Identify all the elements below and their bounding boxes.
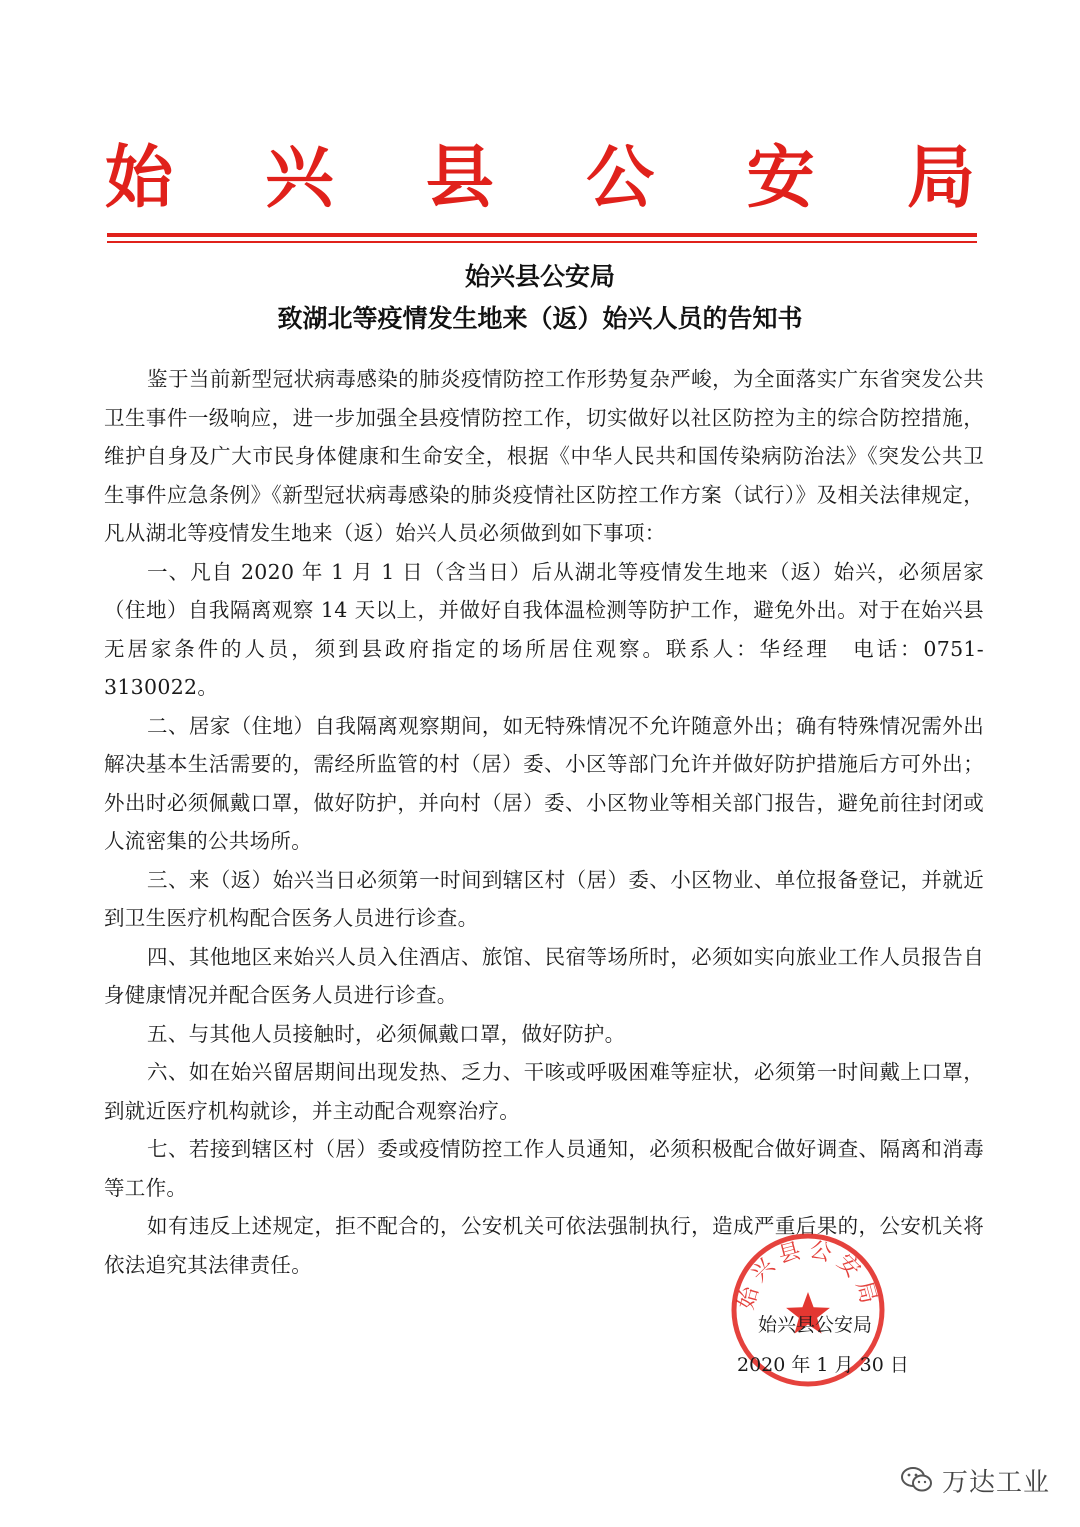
paragraph-item-2: 二、居家（住地）自我隔离观察期间，如无特殊情况不允许随意外出；确有特殊情况需外出解决基本生活需要的，需经所监管的村（居）委、小区等部门允许并做好防护措施后方可外出；外出时必须佩戴口罩，做好防护，并向村（居）委、小区物业等相关部门报告，避免前往封闭或人流密集的公共场所。: [104, 713, 984, 853]
red-rule-thick: [107, 233, 977, 237]
red-rule-thin: [107, 241, 977, 243]
paragraph-item-5: 五、与其他人员接触时，必须佩戴口罩，做好防护。: [147, 1021, 626, 1046]
masthead-char: 局: [906, 138, 975, 218]
signature-date: 2020 年 1 月 30 日: [737, 1354, 909, 1376]
paragraph-item-7: 七、若接到辖区村（居）委或疫情防控工作人员通知，必须积极配合做好调查、隔离和消毒等工作。: [104, 1137, 984, 1200]
paragraph-item-1: 一、凡自 2020 年 1 月 1 日（含当日）后从湖北等疫情发生地来（返）始兴，必须居家（住地）自我隔离观察 14 天以上，并做好自我体温检测等防护工作，避免外出。对于在始兴县无居家条件的人员，须到县政府指定的场所居住观察。联系人：华经理 电话：0751-3130022。: [104, 559, 984, 699]
title-line-1: 始兴县公安局: [464, 262, 615, 291]
watermark: [900, 1460, 1050, 1500]
watermark-text: 万达工业: [942, 1467, 1051, 1498]
paragraph-item-3: 三、来（返）始兴当日必须第一时间到辖区村（居）委、小区物业、单位报备登记，并就近到卫生医疗机构配合医务人员进行诊查。: [104, 867, 984, 930]
paragraph-item-4: 四、其他地区来始兴人员入住酒店、旅馆、民宿等场所时，必须如实向旅业工作人员报告自身健康情况并配合医务人员进行诊查。: [104, 944, 984, 1007]
masthead-char: 兴: [265, 138, 334, 218]
notice-body: [104, 360, 984, 1284]
wechat-icon: [900, 1465, 934, 1495]
title-line-2: 致湖北等疫情发生地来（返）始兴人员的告知书: [277, 304, 803, 333]
paragraph-item-6: 六、如在始兴留居期间出现发热、乏力、干咳或呼吸困难等症状，必须第一时间戴上口罩，到就近医疗机构就诊，并主动配合观察治疗。: [104, 1060, 984, 1123]
masthead-char: 始: [105, 138, 174, 218]
masthead-char: 县: [425, 138, 494, 218]
paragraph-closing: 如有违反上述规定，拒不配合的，公安机关可依法强制执行，造成严重后果的，公安机关将依法追究其法律责任。: [104, 1214, 984, 1277]
masthead: [105, 138, 975, 218]
paragraph-intro: 鉴于当前新型冠状病毒感染的肺炎疫情防控工作形势复杂严峻，为全面落实广东省突发公共卫生事件一级响应，进一步加强全县疫情防控工作，切实做好以社区防控为主的综合防控措施，维护自身及广大市民身体健康和生命安全，根据《中华人民共和国传染病防治法》《突发公共卫生事件应急条例》《新型冠状病毒感染的肺炎疫情社区防控工作方案（试行）》及相关法律规定，凡从湖北等疫情发生地来（返）始兴人员必须做到如下事项：: [104, 367, 984, 545]
masthead-char: 安: [746, 138, 815, 218]
signature-org: 始兴县公安局: [758, 1314, 873, 1336]
seal-text: 始兴县公安局: [733, 1237, 883, 1313]
masthead-char: 公: [586, 138, 655, 218]
